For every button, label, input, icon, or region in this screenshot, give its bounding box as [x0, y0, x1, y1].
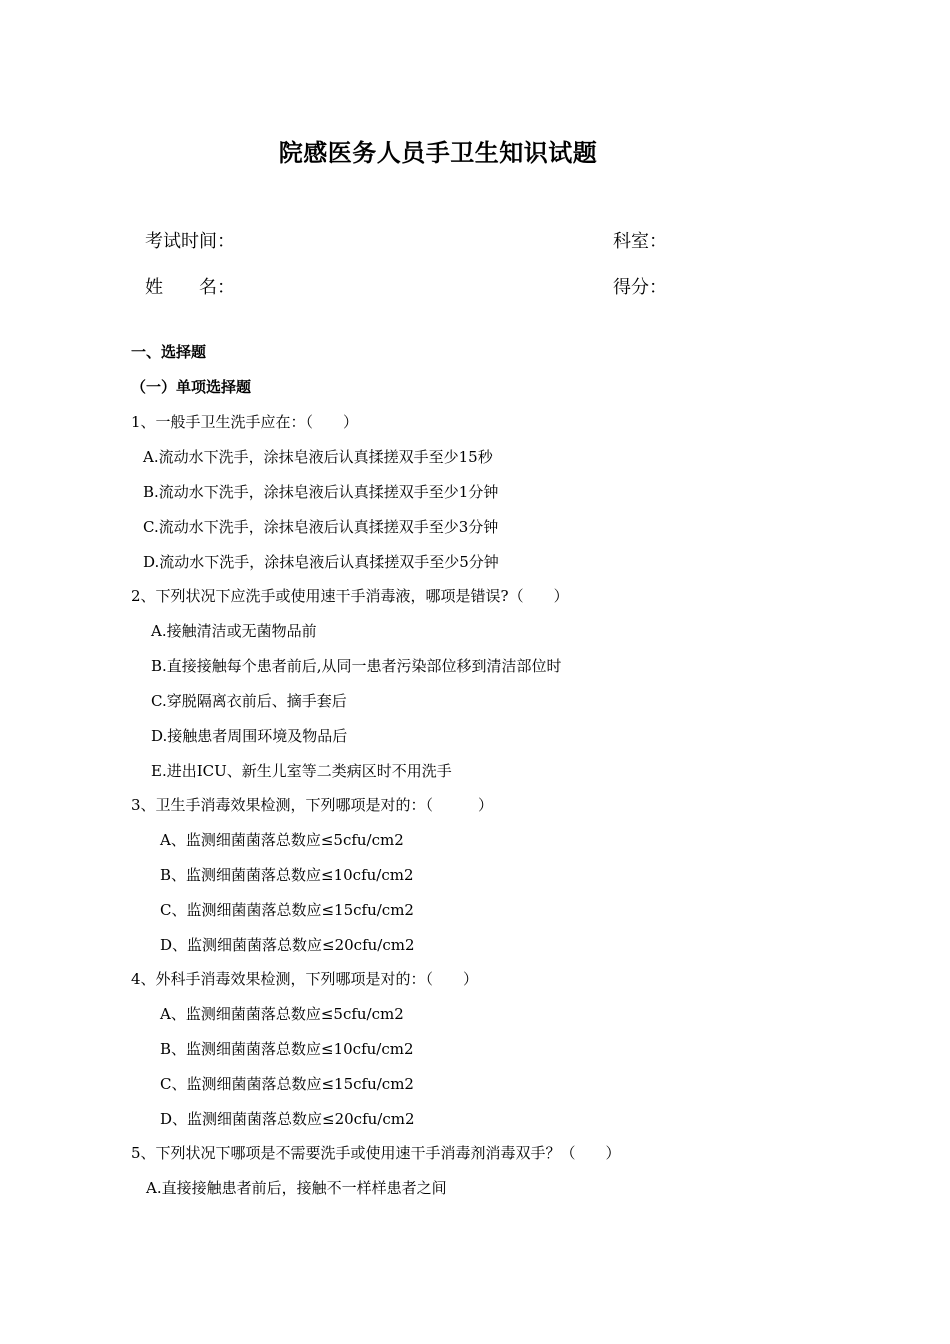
question-4-option-a: A、监测细菌菌落总数应≤5cfu/cm2: [160, 1005, 404, 1023]
question-2-stem: 2、下列状况下应洗手或使用速干手消毒液，哪项是错误?（ ）: [131, 587, 569, 605]
name-label: 姓 名：: [145, 277, 235, 298]
question-2-option-c: C.穿脱隔离衣前后、摘手套后: [151, 692, 347, 710]
question-5-stem: 5、下列状况下哪项是不需要洗手或使用速干手消毒剂消毒双手？（ ）: [131, 1144, 621, 1162]
question-4-option-c: C、监测细菌菌落总数应≤15cfu/cm2: [160, 1075, 414, 1093]
question-1-stem: 1、一般手卫生洗手应在：（ ）: [131, 413, 359, 431]
question-1-option-a: A.流动水下洗手，涂抹皂液后认真揉搓双手至少15秒: [143, 448, 493, 466]
question-5-option-a: A.直接接触患者前后，接触不一样样患者之间: [146, 1179, 447, 1197]
question-2-option-e: E.进出ICU、新生儿室等二类病区时不用洗手: [151, 762, 452, 780]
subsection-heading: （一）单项选择题: [131, 378, 252, 396]
question-3-stem: 3、卫生手消毒效果检测，下列哪项是对的：（ ）: [131, 796, 494, 814]
section-heading: 一、选择题: [131, 343, 207, 361]
question-4-option-d: D、监测细菌菌落总数应≤20cfu/cm2: [160, 1110, 415, 1128]
department-label: 科室：: [613, 231, 667, 252]
question-4-option-b: B、监测细菌菌落总数应≤10cfu/cm2: [160, 1040, 414, 1058]
question-1-option-d: D.流动水下洗手，涂抹皂液后认真揉搓双手至少5分钟: [143, 553, 499, 571]
document-title: 院感医务人员手卫生知识试题: [278, 138, 598, 167]
question-2-option-b: B.直接接触每个患者前后,从同一患者污染部位移到清洁部位时: [151, 657, 562, 675]
question-4-stem: 4、外科手消毒效果检测，下列哪项是对的：（ ）: [131, 970, 479, 988]
question-3-option-a: A、监测细菌菌落总数应≤5cfu/cm2: [160, 831, 404, 849]
question-1-option-b: B.流动水下洗手，涂抹皂液后认真揉搓双手至少1分钟: [143, 483, 499, 501]
question-3-option-b: B、监测细菌菌落总数应≤10cfu/cm2: [160, 866, 414, 884]
question-1-option-c: C.流动水下洗手，涂抹皂液后认真揉搓双手至少3分钟: [143, 518, 499, 536]
question-3-option-c: C、监测细菌菌落总数应≤15cfu/cm2: [160, 901, 414, 919]
exam-time-label: 考试时间：: [145, 231, 235, 252]
question-3-option-d: D、监测细菌菌落总数应≤20cfu/cm2: [160, 936, 415, 954]
score-label: 得分：: [613, 277, 667, 298]
question-2-option-a: A.接触清洁或无菌物品前: [151, 622, 317, 640]
question-2-option-d: D.接触患者周围环境及物品后: [151, 727, 348, 745]
